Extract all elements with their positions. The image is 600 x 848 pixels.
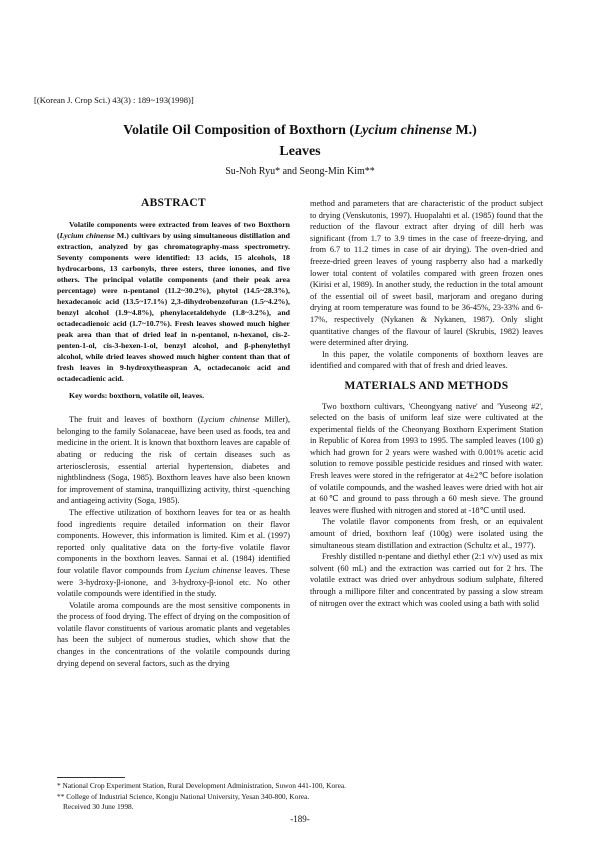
abstract-heading: ABSTRACT <box>140 197 207 209</box>
title-line1-post: M.) <box>451 123 477 138</box>
abstract-text: Volatile components were extracted from leaves of two Boxthorn (Lycium chinense M.) cultivars by using simultaneous distillation and extraction, analyzed by gas chromatography-mass spectrometry. Seventy components were identified: 13 acids, 15 alcohols, 18 hydrocarbons, 13 carbonyls, three esters, three ionones, and five others. The principal volatile components (and their peak area percentage) were n-pentanol (11.2~30.2%), phytol (14.5~28.3%), hexadecanoic acid (13.5~17.1%) 2,3-dihydrobenzofuran (1.5~4.2%), benzyl alcohol (1.9~4.8%), phenylacetaldehyde (1.8~3.2%), and octadecadienoic acid (1.7~10.7%). Fresh leaves showed much higher peak area than that of dried leaf in n-pentanol, n-hexanol, cis-2-penten-1-ol, cis-3-hexen-1-ol, benzyl alcohol, and β-phenylethyl alcohol, while dried leaves showed much higher content than that of fresh leaves in 9-hydroxytheaspran A, octadecanoic acid and octadecadienic acid. <box>57 219 290 383</box>
title-line1-pre: Volatile Oil Composition of Boxthorn ( <box>123 123 355 138</box>
intro-paragraph-3: Volatile aroma compounds are the most sensitive components in the process of food drying. The effect of drying on the composition of volatile flavor constituents of various aromatic plants and vegetables has been the subject of numerous studies, which show that the changes in the concentrations of the volatile compounds during drying depend on several factors, such as the drying <box>57 600 290 668</box>
page-number: -189- <box>290 814 310 824</box>
keywords: Key words: boxthorn, volatile oil, leaves. <box>69 390 205 400</box>
footnote-divider <box>57 777 125 778</box>
methods-paragraph-1: Two boxthorn cultivars, 'Cheongyang native' and 'Yuseong #2', selected on the basis of uniform leaf size were cultivated at the experimental fields of the Cheonyang Boxthorn Experiment Station in Republic of Korea from 1993 to 1995. The sampled leaves (100 g) which had grown for 2 years were washed with 0.001% acetic acid solution to remove possible pesticide residues and rinsed with water. Fresh leaves were stored in the refrigerator at 4±2℃ before isolation of volatile compounds, and the washed leaves were dried with hot air at 60℃ and ground to pass through a 60 mesh sieve. The ground leaves were flushed with nitrogen and stored at -18℃ until used. <box>310 401 543 515</box>
paper-title <box>60 120 540 162</box>
left-column <box>57 198 290 669</box>
authors: Su-Noh Ryu* and Seong-Min Kim** <box>225 166 375 177</box>
title-species: Lycium chinense <box>354 123 452 138</box>
intro-paragraph-2: The effective utilization of boxthorn leaves for tea or as health food ingredients require detailed information on their flavor components. However, this information is limited. Kim et al. (1997) reported only qualitative data on the forty-five volatile flavor components in the boxthorn leaves. Sannai et al. (1984) identified four volatile flavor compounds from Lycium chinense leaves. These were 3-hydroxy-β-ionone, and 3-hydroxy-β-ionol etc. No other volatile compounds were identified in the study. <box>57 507 290 599</box>
footnote-2: ** College of Industrial Science, Kongju National University, Yesan 340-800, Korea. <box>57 791 310 801</box>
footnote-1: * National Crop Experiment Station, Rural Development Administration, Suwon 441-100, Korea. <box>57 781 347 790</box>
journal-header: [(Korean J. Crop Sci.) 43(3) : 189~193(1998)] <box>34 95 194 105</box>
intro-paragraph-4: method and parameters that are characteristic of the product subject to drying (Venskutonis, 1997). Huopalahti et al. (1985) found that the reduction of the flavour extract after drying of dill herb was significant (from 1.7 to 3.9 times in the case of freeze-drying, and from 6.7 to 11.2 times in case of air drying). The oven-dried and freeze-dried green leaves of young raspberry also had a markedly lower total content of volatiles compared with green frozen ones (Kirisi et al, 1989). In another study, the reduction in the total amount of the essential oil of sweet basil, marjoram and oregano during drying at room temperature was found to be 36-45%, 23-33% and 6-17%, respectively (Nykanen & Nykanen, 1987). Only slight quantitative changes of the flavour of laurel (Skrubis, 1982) leaves were determined after drying. <box>310 199 543 348</box>
intro-paragraph-1: The fruit and leaves of boxthorn (Lycium chinense Miller), belonging to the family Solanaceae, have been used as foods, tea and medicine in the orient. It is known that boxthorn leaves are capable of abating or reducing the risk of certain diseases such as arteriosclerosis, essential arterial hypertension, diabetes and nightblindness (Soga, 1985). Boxthorn leaves have also been known for improvement of stamina, tranquillizing activity, thirst -quenching and antiageing activity (Soga, 1985). <box>57 415 290 506</box>
footnotes <box>57 781 543 813</box>
right-column <box>310 198 543 609</box>
title-line2: Leaves <box>279 144 321 159</box>
methods-paragraph-3: Freshly distilled n-pentane and diethyl ether (2:1 v/v) used as mix solvent (60 mL) and the extraction was carried out for 2 hrs. The volatile extract was dried over anhydrous sodium sulphate, filtered through a millipore filter and concentrated by passing a slow stream of nitrogen over the extract which was cooled using a bath with solid <box>310 552 543 608</box>
intro-paragraph-5: In this paper, the volatile components of boxthorn leaves are identified and compared with that of fresh and dried leaves. <box>310 349 543 371</box>
methods-heading: MATERIALS AND METHODS <box>344 379 509 392</box>
methods-paragraph-2: The volatile flavor components from fresh, or an equivalent amount of dried, boxthorn leaf (100g) were isolated using the simultaneous steam distillation and extraction (Schultz et al., 1977). <box>310 517 543 550</box>
footnote-3: Received 30 June 1998. <box>63 802 134 812</box>
